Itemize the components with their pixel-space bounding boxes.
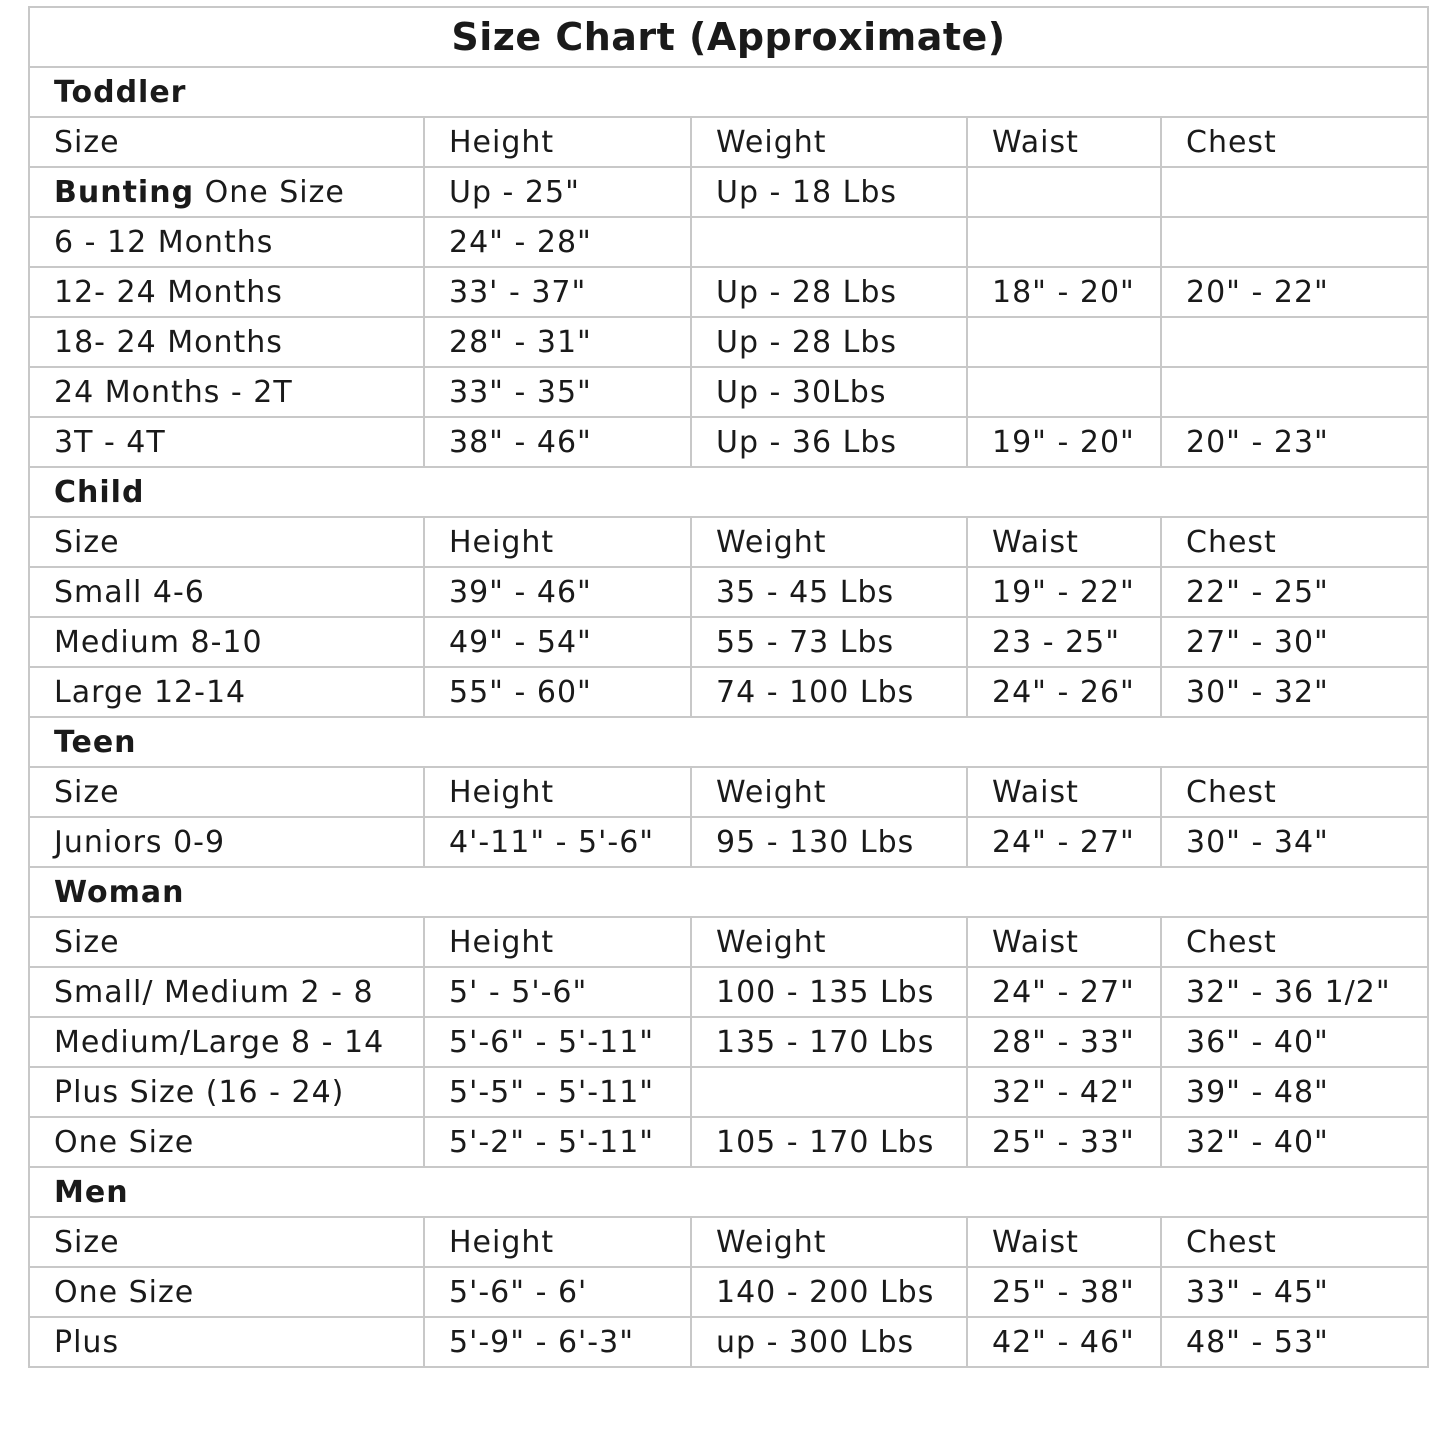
table-cell-weight	[691, 217, 967, 267]
header-row	[29, 117, 1428, 167]
column-header: Height	[424, 917, 691, 967]
table-cell-waist: 25" - 33"	[967, 1117, 1161, 1167]
size-bold-label: Bunting	[54, 174, 195, 210]
section-title: Toddler	[29, 67, 1428, 117]
table-row	[29, 217, 1428, 267]
table-cell-chest	[1161, 217, 1428, 267]
column-header: Waist	[967, 917, 1161, 967]
table-cell-height: 55" - 60"	[424, 667, 691, 717]
column-header: Waist	[967, 117, 1161, 167]
table-cell-chest: 20" - 22"	[1161, 267, 1428, 317]
table-cell-chest: 30" - 34"	[1161, 817, 1428, 867]
table-cell-waist	[967, 367, 1161, 417]
column-header: Chest	[1161, 517, 1428, 567]
size-label: Plus Size (16 - 24)	[54, 1074, 345, 1110]
size-label: One Size	[54, 1124, 195, 1160]
table-cell-size	[29, 817, 424, 867]
size-label: Medium 8-10	[54, 624, 263, 660]
section-row	[29, 867, 1428, 917]
column-header: Waist	[967, 767, 1161, 817]
table-cell-chest: 39" - 48"	[1161, 1067, 1428, 1117]
table-cell-waist: 25" - 38"	[967, 1267, 1161, 1317]
column-header: Chest	[1161, 917, 1428, 967]
table-cell-chest: 32" - 36 1/2"	[1161, 967, 1428, 1017]
table-cell-height: 24" - 28"	[424, 217, 691, 267]
table-cell-size	[29, 367, 424, 417]
column-header: Weight	[691, 1217, 967, 1267]
header-row	[29, 517, 1428, 567]
table-cell-height: 28" - 31"	[424, 317, 691, 367]
table-cell-size	[29, 417, 424, 467]
table-row	[29, 817, 1428, 867]
table-row	[29, 1067, 1428, 1117]
section-row	[29, 717, 1428, 767]
table-row	[29, 1017, 1428, 1067]
table-cell-chest	[1161, 317, 1428, 367]
table-cell-chest	[1161, 367, 1428, 417]
column-header: Size	[29, 517, 424, 567]
table-cell-size	[29, 1117, 424, 1167]
table-cell-size	[29, 617, 424, 667]
table-row	[29, 267, 1428, 317]
table-cell-waist: 24" - 26"	[967, 667, 1161, 717]
table-row	[29, 167, 1428, 217]
size-label: Medium/Large 8 - 14	[54, 1024, 385, 1060]
table-cell-weight: 135 - 170 Lbs	[691, 1017, 967, 1067]
table-cell-height: 38" - 46"	[424, 417, 691, 467]
size-label: Large 12-14	[54, 674, 247, 710]
column-header: Height	[424, 117, 691, 167]
table-cell-size	[29, 667, 424, 717]
table-row	[29, 1117, 1428, 1167]
table-cell-size	[29, 1317, 424, 1367]
table-row	[29, 967, 1428, 1017]
column-header: Height	[424, 517, 691, 567]
table-cell-weight: 95 - 130 Lbs	[691, 817, 967, 867]
table-row	[29, 1267, 1428, 1317]
table-cell-size	[29, 1067, 424, 1117]
table-cell-size	[29, 267, 424, 317]
size-label: Small/ Medium 2 - 8	[54, 974, 374, 1010]
table-cell-height: Up - 25"	[424, 167, 691, 217]
table-cell-height: 5'-5" - 5'-11"	[424, 1067, 691, 1117]
table-cell-height: 5'-9" - 6'-3"	[424, 1317, 691, 1367]
table-cell-waist: 23 - 25"	[967, 617, 1161, 667]
table-row	[29, 417, 1428, 467]
table-cell-weight: up - 300 Lbs	[691, 1317, 967, 1367]
column-header: Weight	[691, 767, 967, 817]
size-label: 12- 24 Months	[54, 274, 283, 310]
table-cell-waist	[967, 317, 1161, 367]
table-cell-chest: 30" - 32"	[1161, 667, 1428, 717]
column-header: Size	[29, 1217, 424, 1267]
column-header: Weight	[691, 517, 967, 567]
table-cell-height: 5' - 5'-6"	[424, 967, 691, 1017]
table-cell-waist: 28" - 33"	[967, 1017, 1161, 1067]
table-cell-waist: 42" - 46"	[967, 1317, 1161, 1367]
column-header: Size	[29, 917, 424, 967]
size-label: One Size	[54, 1274, 195, 1310]
size-label: Plus	[54, 1324, 120, 1360]
title-row	[29, 7, 1428, 67]
table-cell-size	[29, 1267, 424, 1317]
table-cell-weight: Up - 28 Lbs	[691, 267, 967, 317]
table-cell-waist: 18" - 20"	[967, 267, 1161, 317]
table-cell-chest: 33" - 45"	[1161, 1267, 1428, 1317]
table-cell-waist: 32" - 42"	[967, 1067, 1161, 1117]
column-header: Weight	[691, 117, 967, 167]
table-cell-weight	[691, 1067, 967, 1117]
table-cell-height: 5'-6" - 5'-11"	[424, 1017, 691, 1067]
table-cell-weight: Up - 36 Lbs	[691, 417, 967, 467]
column-header: Weight	[691, 917, 967, 967]
table-cell-weight: 105 - 170 Lbs	[691, 1117, 967, 1167]
table-cell-size	[29, 317, 424, 367]
size-label: 6 - 12 Months	[54, 224, 274, 260]
table-cell-chest: 22" - 25"	[1161, 567, 1428, 617]
section-title: Woman	[29, 867, 1428, 917]
table-row	[29, 617, 1428, 667]
header-row	[29, 917, 1428, 967]
table-cell-size	[29, 567, 424, 617]
table-cell-weight: Up - 28 Lbs	[691, 317, 967, 367]
column-header: Size	[29, 767, 424, 817]
size-label: 18- 24 Months	[54, 324, 283, 360]
table-cell-waist	[967, 217, 1161, 267]
table-cell-chest: 27" - 30"	[1161, 617, 1428, 667]
table-cell-size	[29, 1017, 424, 1067]
chart-title: Size Chart (Approximate)	[29, 7, 1428, 67]
table-cell-height: 49" - 54"	[424, 617, 691, 667]
size-label: 24 Months - 2T	[54, 374, 293, 410]
table-cell-weight: Up - 18 Lbs	[691, 167, 967, 217]
table-row	[29, 317, 1428, 367]
table-cell-chest: 36" - 40"	[1161, 1017, 1428, 1067]
table-row	[29, 667, 1428, 717]
table-cell-waist: 24" - 27"	[967, 967, 1161, 1017]
header-row	[29, 767, 1428, 817]
table-cell-waist: 24" - 27"	[967, 817, 1161, 867]
table-row	[29, 567, 1428, 617]
table-cell-weight: Up - 30Lbs	[691, 367, 967, 417]
table-cell-height: 4'-11" - 5'-6"	[424, 817, 691, 867]
table-cell-waist: 19" - 20"	[967, 417, 1161, 467]
table-cell-height: 33' - 37"	[424, 267, 691, 317]
table-cell-chest	[1161, 167, 1428, 217]
size-label: Small 4-6	[54, 574, 205, 610]
column-header: Chest	[1161, 1217, 1428, 1267]
table-cell-size	[29, 967, 424, 1017]
table-cell-chest: 48" - 53"	[1161, 1317, 1428, 1367]
column-header: Waist	[967, 1217, 1161, 1267]
table-cell-chest: 20" - 23"	[1161, 417, 1428, 467]
table-cell-height: 5'-6" - 6'	[424, 1267, 691, 1317]
section-title: Teen	[29, 717, 1428, 767]
table-cell-height: 5'-2" - 5'-11"	[424, 1117, 691, 1167]
column-header: Size	[29, 117, 424, 167]
column-header: Chest	[1161, 117, 1428, 167]
size-label: Juniors 0-9	[54, 824, 226, 860]
column-header: Waist	[967, 517, 1161, 567]
section-title: Child	[29, 467, 1428, 517]
table-cell-weight: 140 - 200 Lbs	[691, 1267, 967, 1317]
table-cell-weight: 35 - 45 Lbs	[691, 567, 967, 617]
table-cell-waist: 19" - 22"	[967, 567, 1161, 617]
table-cell-waist	[967, 167, 1161, 217]
table-cell-size	[29, 217, 424, 267]
table-cell-weight: 74 - 100 Lbs	[691, 667, 967, 717]
size-label: 3T - 4T	[54, 424, 166, 460]
section-row	[29, 67, 1428, 117]
table-cell-weight: 100 - 135 Lbs	[691, 967, 967, 1017]
table-cell-height: 33" - 35"	[424, 367, 691, 417]
table-row	[29, 367, 1428, 417]
size-chart-table	[28, 6, 1429, 1368]
table-cell-weight: 55 - 73 Lbs	[691, 617, 967, 667]
section-row	[29, 467, 1428, 517]
table-cell-chest: 32" - 40"	[1161, 1117, 1428, 1167]
section-row	[29, 1167, 1428, 1217]
table-row	[29, 1317, 1428, 1367]
column-header: Height	[424, 1217, 691, 1267]
column-header: Chest	[1161, 767, 1428, 817]
size-label: One Size	[194, 174, 345, 210]
section-title: Men	[29, 1167, 1428, 1217]
table-cell-height: 39" - 46"	[424, 567, 691, 617]
header-row	[29, 1217, 1428, 1267]
table-cell-size	[29, 167, 424, 217]
column-header: Height	[424, 767, 691, 817]
